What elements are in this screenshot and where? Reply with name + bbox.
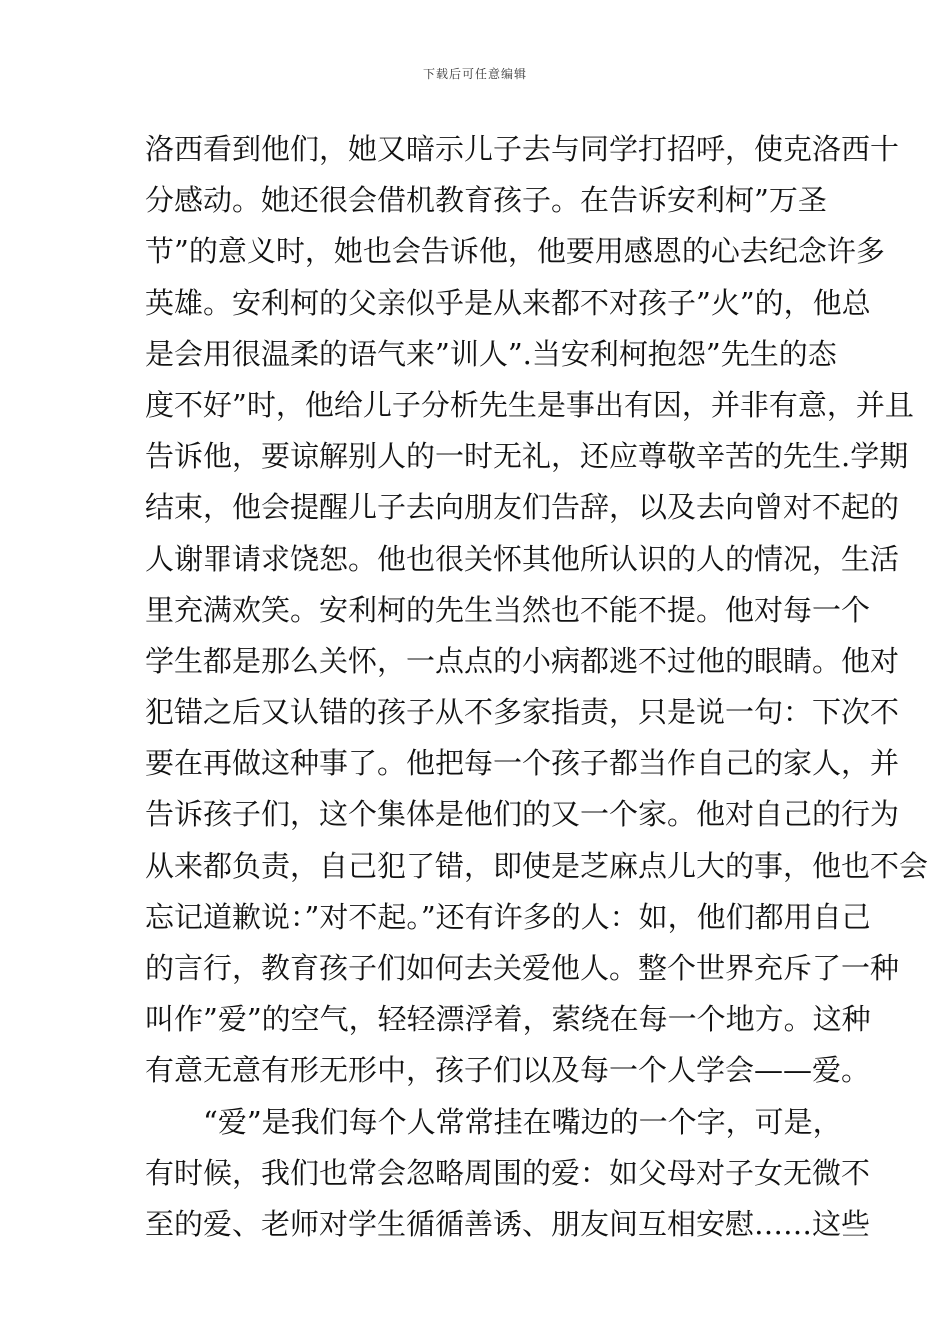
text-line: 分感动。她还很会借机教育孩子。在告诉安利柯”万圣 (145, 183, 827, 218)
text-line: 里充满欢笑。安利柯的先生当然也不能不提。他对每一个 (145, 592, 871, 627)
text-line: 忘记道歉说：”对不起。”还有许多的人：如，他们都用自己 (145, 899, 871, 934)
paragraph-start-line: “爱”是我们每个人常常挂在嘴边的一个字，可是， (203, 1104, 842, 1139)
text-line: 是会用很温柔的语气来”训人”.当安利柯抱怨”先生的态 (145, 336, 837, 371)
body-text (145, 124, 929, 1250)
text-line: 节”的意义时，她也会告诉他，他要用感恩的心去纪念许多 (145, 234, 885, 269)
text-line: 度不好”时，他给儿子分析先生是事出有因，并非有意，并且 (145, 387, 914, 422)
text-line: 至的爱、老师对学生循循善诱、朋友间互相安慰……这些 (145, 1206, 871, 1241)
text-line: 人谢罪请求饶恕。他也很关怀其他所认识的人的情况，生活 (145, 541, 900, 576)
text-line: 叫作”爱”的空气，轻轻漂浮着，萦绕在每一个地方。这种 (145, 1002, 871, 1037)
text-line: 犯错之后又认错的孩子从不多家指责，只是说一句：下次不 (145, 695, 900, 730)
text-line: 告诉孩子们，这个集体是他们的又一个家。他对自己的行为 (145, 797, 900, 832)
text-line: 要在再做这种事了。他把每一个孩子都当作自己的家人，并 (145, 746, 900, 781)
text-line: 告诉他，要谅解别人的一时无礼，还应尊敬辛苦的先生.学期 (145, 439, 909, 474)
text-line: 结束，他会提醒儿子去向朋友们告辞，以及去向曾对不起的 (145, 490, 900, 525)
text-line: 有时候，我们也常会忽略周围的爱：如父母对子女无微不 (145, 1155, 871, 1190)
text-line: 洛西看到他们，她又暗示儿子去与同学打招呼，使克洛西十 (145, 132, 900, 166)
text-line: 的言行，教育孩子们如何去关爱他人。整个世界充斥了一种 (145, 951, 900, 985)
text-line: 学生都是那么关怀，一点点的小病都逃不过他的眼睛。他对 (145, 643, 900, 678)
paragraph-end-line: 有意无意有形无形中，孩子们以及每一个人学会——爱。 (145, 1053, 871, 1088)
text-line: 英雄。安利柯的父亲似乎是从来都不对孩子”火”的，他总 (145, 285, 871, 320)
text-line: 从来都负责，自己犯了错，即使是芝麻点儿大的事，他也不会 (145, 848, 929, 883)
page-header: 下载后可任意编辑 (422, 67, 527, 81)
